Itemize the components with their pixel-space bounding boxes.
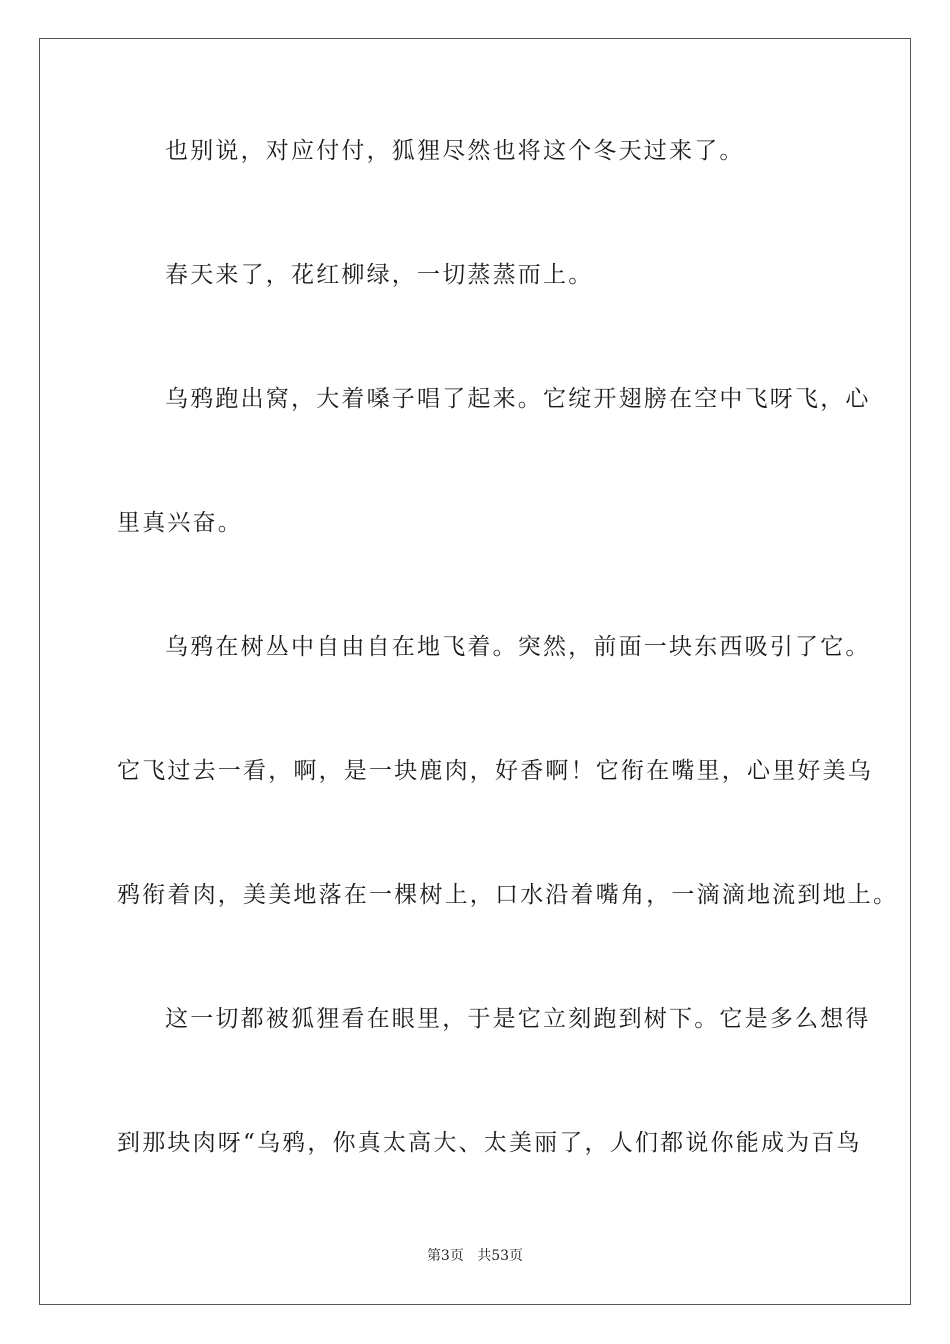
text-line-5: 乌鸦在树丛中自由自在地飞着。突然，前面一块东西吸引了它。 bbox=[165, 634, 871, 660]
page-border bbox=[39, 38, 911, 1305]
text-line-3: 乌鸦跑出窝，大着嗓子唱了起来。它绽开翅膀在空中飞呀飞，心 bbox=[165, 386, 871, 412]
text-line-7: 鸦衔着肉，美美地落在一棵树上，口水沿着嘴角，一滴滴地流到地上。 bbox=[117, 882, 899, 908]
text-line-4: 里真兴奋。 bbox=[117, 510, 243, 536]
text-line-8: 这一切都被狐狸看在眼里，于是它立刻跑到树下。它是多么想得 bbox=[165, 1006, 871, 1032]
text-line-9: 到那块肉呀“乌鸦，你真太高大、太美丽了，人们都说你能成为百鸟 bbox=[117, 1130, 862, 1156]
text-line-1: 也别说，对应付付，狐狸尽然也将这个冬天过来了。 bbox=[165, 138, 745, 164]
page-number: 第3页 bbox=[426, 1248, 464, 1264]
page-footer bbox=[0, 1247, 950, 1265]
text-line-2: 春天来了，花红柳绿，一切蒸蒸而上。 bbox=[165, 262, 594, 288]
footer-spacer bbox=[464, 1248, 477, 1264]
text-line-6: 它飞过去一看，啊，是一块鹿肉，好香啊！它衔在嘴里，心里好美乌 bbox=[117, 758, 873, 784]
page-total: 共53页 bbox=[477, 1248, 524, 1264]
